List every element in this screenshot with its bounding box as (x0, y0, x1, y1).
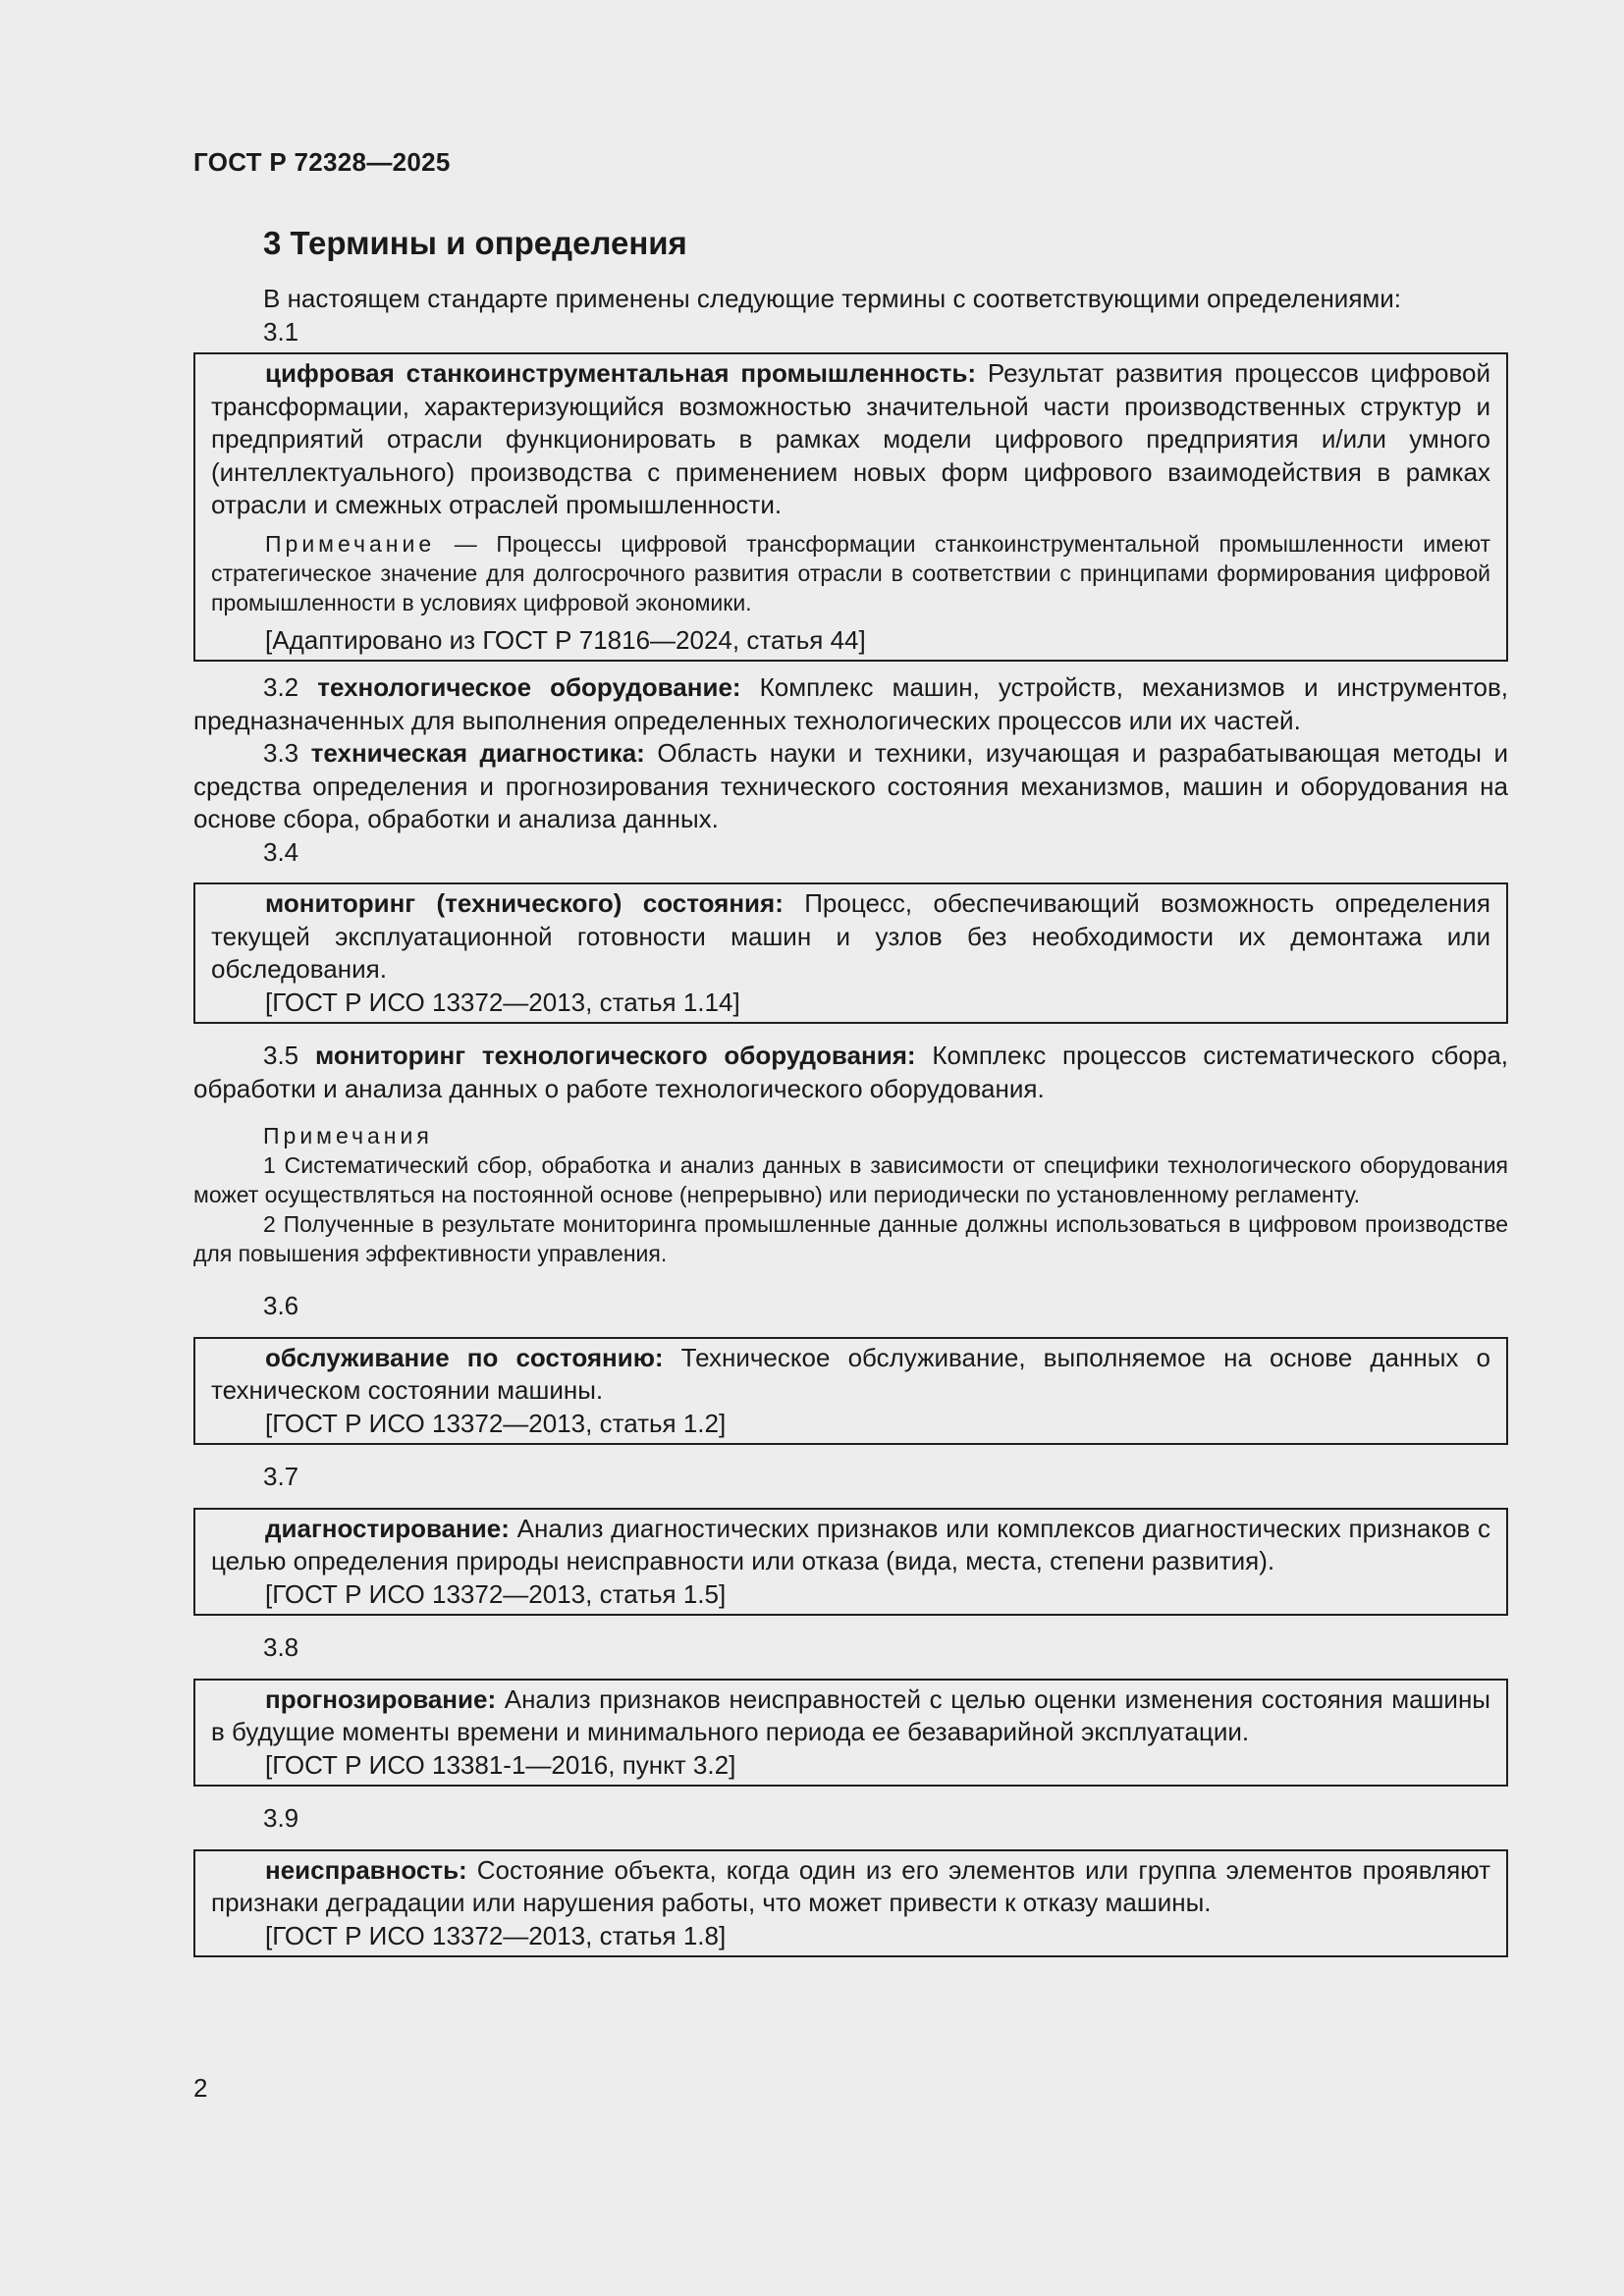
term-definition-3-6 (211, 1342, 1490, 1408)
term-name-3-8: прогнозирование: (265, 1683, 497, 1714)
note-2-3-5: 2 Полученные в результате мониторинга промышленные данные должны использоваться в цифровом производстве для повышения эффективности управления. (193, 1211, 1508, 1266)
term-3-3 (193, 737, 1508, 836)
term-3-2 (193, 671, 1508, 737)
term-box-3-8 (193, 1679, 1508, 1788)
term-note-3-1 (211, 529, 1490, 617)
term-source-3-9: [ГОСТ Р ИСО 13372—2013, статья 1.8] (265, 1920, 727, 1950)
term-text-3-2: Комплекс машин, устройств, механизмов и инструментов, предназначенных для выполнения определенных технологических процессов или их частей. (193, 672, 1508, 735)
term-source-3-8: [ГОСТ Р ИСО 13381-1—2016, пункт 3.2] (265, 1749, 736, 1780)
term-definition-3-8 (211, 1683, 1490, 1749)
term-box-3-6 (193, 1337, 1508, 1446)
term-name-3-2: технологическое оборудование: (317, 672, 741, 702)
term-number-3-5: 3.5 (263, 1041, 299, 1070)
term-box-3-9 (193, 1849, 1508, 1958)
term-text-3-5: Комплекс процессов систематического сбора, обработки и анализа данных о работе технологического оборудования. (193, 1041, 1509, 1103)
notes-label-3-5: Примечания (263, 1123, 433, 1148)
term-name-3-5: мониторинг технологического оборудования: (314, 1041, 916, 1070)
term-source-3-7: [ГОСТ Р ИСО 13372—2013, статья 1.5] (265, 1578, 727, 1609)
term-definition-3-7 (211, 1513, 1490, 1578)
term-name-3-3: техническая диагностика: (310, 738, 645, 768)
term-text-3-6: Техническое обслуживание, выполняемое на основе данных о техническом состоянии машины. (211, 1342, 1490, 1405)
term-name-3-6: обслуживание по состоянию: (265, 1342, 664, 1372)
term-name-3-4: мониторинг (технического) состояния: (265, 888, 784, 918)
term-number-3-3: 3.3 (263, 738, 299, 768)
term-number-3-7: 3.7 (263, 1462, 299, 1491)
term-number-3-4: 3.4 (263, 836, 299, 867)
term-name-3-7: диагностирование: (265, 1513, 510, 1543)
term-source-3-6: [ГОСТ Р ИСО 13372—2013, статья 1.2] (265, 1408, 727, 1438)
intro-text: В настоящем стандарте применены следующие термины с соответствующими определениями: (263, 284, 1402, 313)
term-number-3-1: 3.1 (263, 316, 299, 347)
term-source-3-1: [Адаптировано из ГОСТ Р 71816—2024, статья 44] (265, 624, 866, 655)
page-content (193, 283, 1508, 1967)
term-text-3-1: Результат развития процессов цифровой трансформации, характеризующийся возможностью значительной части производственных структур и предприятий отрасли функционировать в рамках модели цифрового предприятия и/или умного (интеллектуального) производства с применением новых форм цифрового взаимодействия в рамках отрасли и смежных отраслей промышленности. (211, 358, 1490, 519)
term-3-5 (193, 1040, 1508, 1105)
term-definition-3-9 (211, 1854, 1490, 1920)
term-name-3-1: цифровая станкоинструментальная промышленность: (265, 358, 977, 388)
term-number-3-2: 3.2 (263, 672, 299, 702)
term-text-3-7: Анализ диагностических признаков или комплексов диагностических признаков с целью определения природы неисправности или отказа (вида, места, степени развития). (211, 1513, 1490, 1575)
term-box-3-7 (193, 1508, 1508, 1617)
term-number-3-9: 3.9 (263, 1803, 299, 1833)
note-label-3-1: Примечание (265, 530, 436, 557)
term-box-3-4 (193, 882, 1508, 1024)
term-definition-3-4 (211, 887, 1490, 987)
term-text-3-3: Область науки и техники, изучающая и разрабатывающая методы и средства определения и прогнозирования технического состояния механизмов, машин и оборудования на основе сбора, обработки и анализа данных. (193, 738, 1508, 833)
term-number-3-8: 3.8 (263, 1632, 299, 1662)
note-text-3-1: — Процессы цифровой трансформации станкоинструментальной промышленности имеют стратегическое значение для долгосрочного развития отрасли в соответствии с принципами формирования цифровой промышленности в условиях цифровой экономики. (211, 530, 1490, 615)
section-title: 3 Термины и определения (263, 225, 687, 261)
term-notes-3-5 (193, 1121, 1508, 1268)
term-source-3-4: [ГОСТ Р ИСО 13372—2013, статья 1.14] (265, 987, 740, 1017)
page-number: 2 (193, 2073, 208, 2103)
term-text-3-9: Состояние объекта, когда один из его элементов или группа элементов проявляют признаки деградации или нарушения работы, что может привести к отказу машины. (211, 1854, 1490, 1917)
term-number-3-6: 3.6 (263, 1291, 299, 1320)
note-1-3-5: 1 Систематический сбор, обработка и анализ данных в зависимости от специфики технологического оборудования может осуществляться на постоянной основе (непрерывно) или периодически по установленному регламенту. (193, 1152, 1508, 1207)
term-text-3-4: Процесс, обеспечивающий возможность определения текущей эксплуатационной готовности машин и узлов без необходимости их демонтажа или обследования. (211, 888, 1490, 984)
term-box-3-1 (193, 352, 1508, 662)
document-header: ГОСТ Р 72328—2025 (193, 147, 451, 177)
term-name-3-9: неисправность: (265, 1854, 467, 1885)
term-definition-3-1 (211, 357, 1490, 522)
term-text-3-8: Анализ признаков неисправностей с целью оценки изменения состояния машины в будущие моменты времени и минимального периода ее безаварийной эксплуатации. (211, 1683, 1490, 1746)
